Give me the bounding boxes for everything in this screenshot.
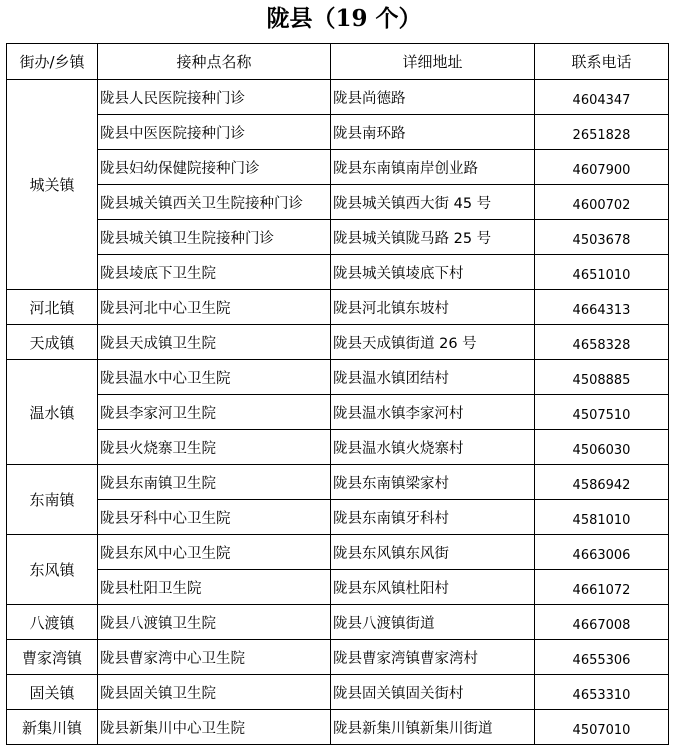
address-cell: 陇县新集川镇新集川街道: [331, 710, 535, 745]
address-cell: 陇县河北镇东坡村: [331, 290, 535, 325]
site-name-cell: 陇县固关镇卫生院: [98, 675, 331, 710]
table-row: [7, 500, 669, 535]
address-cell: 陇县南环路: [331, 115, 535, 150]
address-cell: 陇县温水镇李家河村: [331, 395, 535, 430]
site-name-cell: 陇县新集川中心卫生院: [98, 710, 331, 745]
table-row: [7, 535, 669, 570]
address-cell: 陇县东风镇东风街: [331, 535, 535, 570]
town-cell: 八渡镇: [7, 605, 98, 640]
table-row: [7, 675, 669, 710]
address-cell: 陇县天成镇街道 26 号: [331, 325, 535, 360]
table-row: [7, 360, 669, 395]
table-row: [7, 605, 669, 640]
address-cell: 陇县温水镇火烧寨村: [331, 430, 535, 465]
site-name-cell: 陇县杜阳卫生院: [98, 570, 331, 605]
header-site-name: 接种点名称: [98, 44, 331, 80]
table-row: [7, 710, 669, 745]
table-row: [7, 290, 669, 325]
site-name-cell: 陇县火烧寨卫生院: [98, 430, 331, 465]
site-name-cell: 陇县中医医院接种门诊: [98, 115, 331, 150]
town-cell: 河北镇: [7, 290, 98, 325]
site-name-cell: 陇县八渡镇卫生院: [98, 605, 331, 640]
phone-cell: 4506030: [535, 430, 669, 465]
address-cell: 陇县城关镇陇马路 25 号: [331, 220, 535, 255]
town-cell: 东风镇: [7, 535, 98, 605]
phone-cell: 4651010: [535, 255, 669, 290]
town-cell: 固关镇: [7, 675, 98, 710]
town-cell: 东南镇: [7, 465, 98, 535]
phone-cell: 4653310: [535, 675, 669, 710]
phone-cell: 4604347: [535, 80, 669, 115]
site-name-cell: 陇县堎底下卫生院: [98, 255, 331, 290]
phone-cell: 4586942: [535, 465, 669, 500]
town-cell: 天成镇: [7, 325, 98, 360]
address-cell: 陇县曹家湾镇曹家湾村: [331, 640, 535, 675]
phone-cell: 4503678: [535, 220, 669, 255]
site-name-cell: 陇县东南镇卫生院: [98, 465, 331, 500]
site-name-cell: 陇县天成镇卫生院: [98, 325, 331, 360]
phone-cell: 4507510: [535, 395, 669, 430]
town-cell: 温水镇: [7, 360, 98, 465]
site-name-cell: 陇县人民医院接种门诊: [98, 80, 331, 115]
site-name-cell: 陇县牙科中心卫生院: [98, 500, 331, 535]
table-row: [7, 220, 669, 255]
table-row: [7, 255, 669, 290]
header-town: 街办/乡镇: [7, 44, 98, 80]
phone-cell: 4507010: [535, 710, 669, 745]
table-row: [7, 115, 669, 150]
table-body: [7, 80, 669, 745]
phone-cell: 4508885: [535, 360, 669, 395]
phone-cell: 4658328: [535, 325, 669, 360]
header-address: 详细地址: [331, 44, 535, 80]
phone-cell: 4667008: [535, 605, 669, 640]
address-cell: 陇县东南镇牙科村: [331, 500, 535, 535]
table-row: [7, 465, 669, 500]
town-cell: 城关镇: [7, 80, 98, 290]
site-name-cell: 陇县妇幼保健院接种门诊: [98, 150, 331, 185]
page-title: 陇县（19 个）: [266, 5, 422, 32]
phone-cell: 4581010: [535, 500, 669, 535]
table-row: [7, 325, 669, 360]
site-name-cell: 陇县温水中心卫生院: [98, 360, 331, 395]
address-cell: 陇县东南镇南岸创业路: [331, 150, 535, 185]
address-cell: 陇县八渡镇街道: [331, 605, 535, 640]
address-cell: 陇县东风镇杜阳村: [331, 570, 535, 605]
site-name-cell: 陇县东风中心卫生院: [98, 535, 331, 570]
site-name-cell: 陇县曹家湾中心卫生院: [98, 640, 331, 675]
table-row: [7, 640, 669, 675]
table-row: [7, 395, 669, 430]
town-cell: 新集川镇: [7, 710, 98, 745]
table-row: [7, 570, 669, 605]
table-row: [7, 150, 669, 185]
address-cell: 陇县城关镇堎底下村: [331, 255, 535, 290]
table-row: [7, 185, 669, 220]
phone-cell: 4663006: [535, 535, 669, 570]
vaccination-sites-table: [6, 43, 669, 745]
table-row: [7, 80, 669, 115]
site-name-cell: 陇县河北中心卫生院: [98, 290, 331, 325]
address-cell: 陇县东南镇梁家村: [331, 465, 535, 500]
town-cell: 曹家湾镇: [7, 640, 98, 675]
phone-cell: 4664313: [535, 290, 669, 325]
site-name-cell: 陇县城关镇卫生院接种门诊: [98, 220, 331, 255]
address-cell: 陇县固关镇固关街村: [331, 675, 535, 710]
phone-cell: 4661072: [535, 570, 669, 605]
address-cell: 陇县温水镇团结村: [331, 360, 535, 395]
phone-cell: 4655306: [535, 640, 669, 675]
site-name-cell: 陇县李家河卫生院: [98, 395, 331, 430]
phone-cell: 4607900: [535, 150, 669, 185]
header-phone: 联系电话: [535, 44, 669, 80]
site-name-cell: 陇县城关镇西关卫生院接种门诊: [98, 185, 331, 220]
table-row: [7, 430, 669, 465]
address-cell: 陇县城关镇西大街 45 号: [331, 185, 535, 220]
address-cell: 陇县尚德路: [331, 80, 535, 115]
phone-cell: 2651828: [535, 115, 669, 150]
table-header-row: [7, 44, 669, 80]
phone-cell: 4600702: [535, 185, 669, 220]
